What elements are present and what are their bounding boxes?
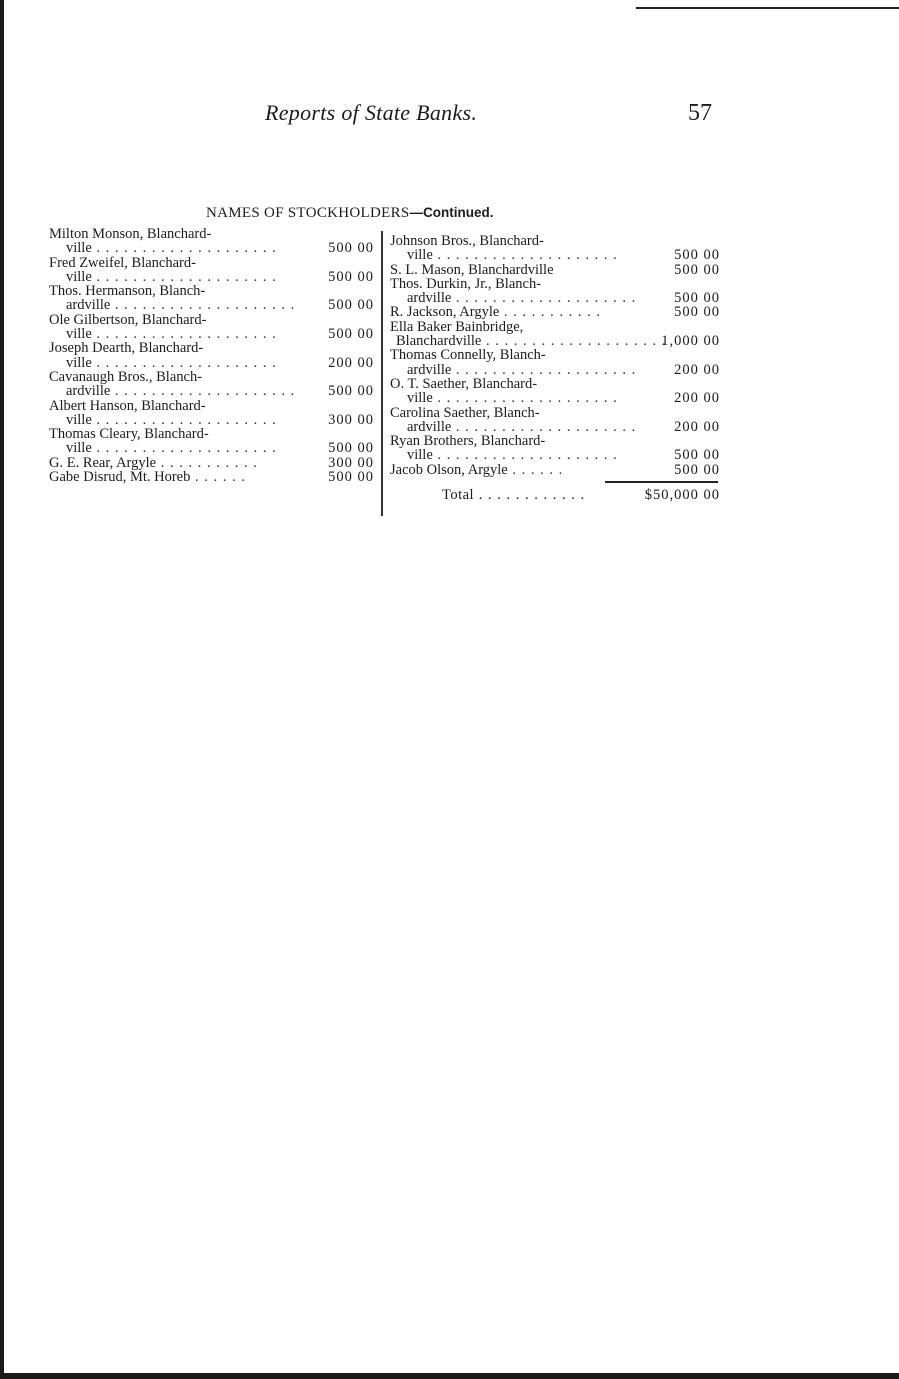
stockholder-name-continuation: ville [66, 240, 92, 257]
stockholder-name: Jacob Olson, Argyle [390, 461, 508, 478]
stockholder-entry [390, 263, 720, 277]
stockholders-left-column [49, 227, 376, 484]
section-heading-text: NAMES OF STOCKHOLDERS [206, 205, 410, 221]
stockholder-entry: O. T. Saether, Blanchard- ville . . . . . . . . . . . . . . . . . . . . 200 00 [390, 375, 720, 407]
stockholder-name-continuation: ville [66, 411, 92, 428]
stockholder-entry: Fred Zweifel, Blanchard- ville . . . . . . . . . . . . . . . . . . . . 500 00 [49, 254, 374, 285]
stockholder-name-continuation: ardville [66, 383, 111, 400]
stockholder-name-continuation: ville [407, 390, 433, 407]
stockholder-name-continuation: ardville [407, 290, 452, 307]
stockholder-name: O. T. Saether, Blanchard- [390, 375, 538, 392]
stockholder-name: Gabe Disrud, Mt. Horeb [49, 469, 191, 486]
stockholder-name: Johnson Bros., Blanchard- [390, 233, 544, 249]
stockholder-name: Thos. Hermanson, Blanch- [49, 283, 206, 300]
stockholder-name-continuation: ville [407, 247, 433, 264]
stockholder-name: R. Jackson, Argyle [390, 304, 500, 321]
stockholder-amount: 300 00 [328, 411, 374, 428]
stockholder-amount: 500 00 [328, 297, 374, 314]
stockholder-entry: Albert Hanson, Blanchard- ville . . . . . . . . . . . . . . . . . . . . 300 00 [49, 397, 374, 428]
total-amount: $50,000 00 [644, 487, 720, 504]
stockholder-name: S. L. Mason, Blanchardville [390, 261, 554, 278]
stockholder-entry: G. E. Rear, Argyle . . . . . . . . . . . 300 00 [49, 454, 374, 471]
stockholder-amount: 500 00 [328, 383, 374, 400]
stockholder-name: Albert Hanson, Blanchard- [49, 397, 206, 414]
stockholder-amount: 500 00 [674, 261, 720, 278]
stockholder-name-continuation: ville [407, 447, 433, 464]
stockholder-entry: Thos. Hermanson, Blanch- ardville . . . . . . . . . . . . . . . . . . . . 500 00 [49, 283, 374, 314]
stockholder-name: Thomas Cleary, Blanchard- [49, 426, 209, 443]
stockholder-entry: Carolina Saether, Blanch- ardville . . . . . . . . . . . . . . . . . . . . 200 00 [390, 404, 720, 435]
total-label: Total [442, 487, 475, 504]
stockholder-amount: 500 00 [328, 326, 374, 343]
stockholder-amount: 1,000 00 [661, 333, 720, 350]
stockholder-name: Milton Monson, Blanchard- [49, 226, 212, 242]
stockholder-amount: 200 00 [674, 390, 720, 407]
stockholder-entry: Thomas Connelly, Blanch- ardville . . . . . . . . . . . . . . . . . . . . 200 00 [390, 347, 720, 378]
stockholder-name-continuation: ville [66, 326, 92, 343]
stockholder-name: Cavanaugh Bros., Blanch- [49, 368, 203, 385]
total-row: Total . . . . . . . . . . . . $50,000 00 [390, 485, 720, 505]
stockholder-name: Ole Gilbertson, Blanchard- [49, 311, 207, 328]
stockholder-amount: 500 00 [328, 440, 374, 457]
stockholder-entry: Johnson Bros., Blanchard- ville . . . . . . . . . . . . . . . . . . . . 500 00 [390, 233, 720, 264]
stockholder-entry: Ryan Brothers, Blanchard- ville . . . . . . . . . . . . . . . . . . . . 500 00 [390, 433, 720, 464]
stockholder-entry: Milton Monson, Blanchard- ville . . . . . . . . . . . . . . . . . . . . 500 00 [49, 226, 374, 257]
running-title: Reports of State Banks. [265, 100, 478, 125]
stockholder-amount: 500 00 [674, 461, 720, 478]
column-divider [381, 231, 383, 516]
stockholder-entry: Ella Baker Bainbridge, Blanchardville . . . . . . . . . . . . . . . . . . . . 1,000 00 [390, 318, 720, 350]
stockholder-name-continuation: Blanchardville [396, 333, 482, 350]
stockholder-entry: Thos. Durkin, Jr., Blanch- ardville . . . . . . . . . . . . . . . . . . . . 500 00 [390, 275, 720, 307]
stockholder-amount: 500 00 [328, 268, 374, 285]
stockholder-name-continuation: ville [66, 268, 92, 285]
stockholder-name: Joseph Dearth, Blanchard- [49, 340, 204, 357]
stockholder-amount: 500 00 [674, 247, 720, 264]
stockholder-amount: 300 00 [328, 454, 374, 471]
stockholder-entry: R. Jackson, Argyle . . . . . . . . . . . 500 00 [390, 304, 720, 321]
stockholder-amount: 200 00 [328, 354, 374, 371]
stockholder-amount: 500 00 [328, 240, 374, 257]
stockholder-name: Thos. Durkin, Jr., Blanch- [390, 275, 542, 292]
stockholder-amount: 500 00 [328, 469, 374, 486]
stockholders-right-column [390, 234, 720, 505]
total-rule [605, 481, 718, 483]
stockholder-name-continuation: ville [66, 440, 92, 457]
section-heading [206, 205, 494, 222]
stockholder-amount: 500 00 [674, 447, 720, 464]
stockholder-name: Thomas Connelly, Blanch- [390, 347, 546, 364]
stockholder-entry: Jacob Olson, Argyle . . . . . . 500 00 [390, 461, 720, 478]
stockholder-name: Ryan Brothers, Blanchard- [390, 433, 546, 450]
stockholder-name-continuation: ville [66, 354, 92, 371]
page-edge-top [636, 7, 899, 9]
stockholder-entry: Cavanaugh Bros., Blanch- ardville . . . . . . . . . . . . . . . . . . . . 500 00 [49, 368, 374, 400]
page-edge-left [0, 0, 4, 1379]
page-number: 57 [688, 100, 712, 126]
section-heading-continued: —Continued. [409, 205, 494, 220]
stockholder-name: Ella Baker Bainbridge, [390, 318, 524, 335]
stockholder-name: G. E. Rear, Argyle [49, 454, 157, 471]
stockholder-amount: 500 00 [674, 290, 720, 307]
stockholder-name-continuation: ardville [66, 297, 111, 314]
stockholder-entry: Thomas Cleary, Blanchard- ville . . . . . . . . . . . . . . . . . . . . 500 00 [49, 426, 374, 457]
stockholder-name: Carolina Saether, Blanch- [390, 404, 540, 421]
page-edge-bottom [0, 1373, 899, 1379]
stockholder-amount: 200 00 [674, 418, 720, 435]
stockholder-name: Fred Zweifel, Blanchard- [49, 254, 196, 271]
stockholder-amount: 500 00 [674, 304, 720, 321]
stockholder-entry: Joseph Dearth, Blanchard- ville . . . . . . . . . . . . . . . . . . . . 200 00 [49, 340, 374, 371]
stockholder-entry: Ole Gilbertson, Blanchard- ville . . . . . . . . . . . . . . . . . . . . 500 00 [49, 311, 374, 343]
stockholder-amount: 200 00 [674, 361, 720, 378]
stockholder-name-continuation: ardville [407, 361, 452, 378]
stockholder-name-continuation: ardville [407, 418, 452, 435]
stockholder-entry: Gabe Disrud, Mt. Horeb . . . . . . 500 00 [49, 469, 374, 486]
